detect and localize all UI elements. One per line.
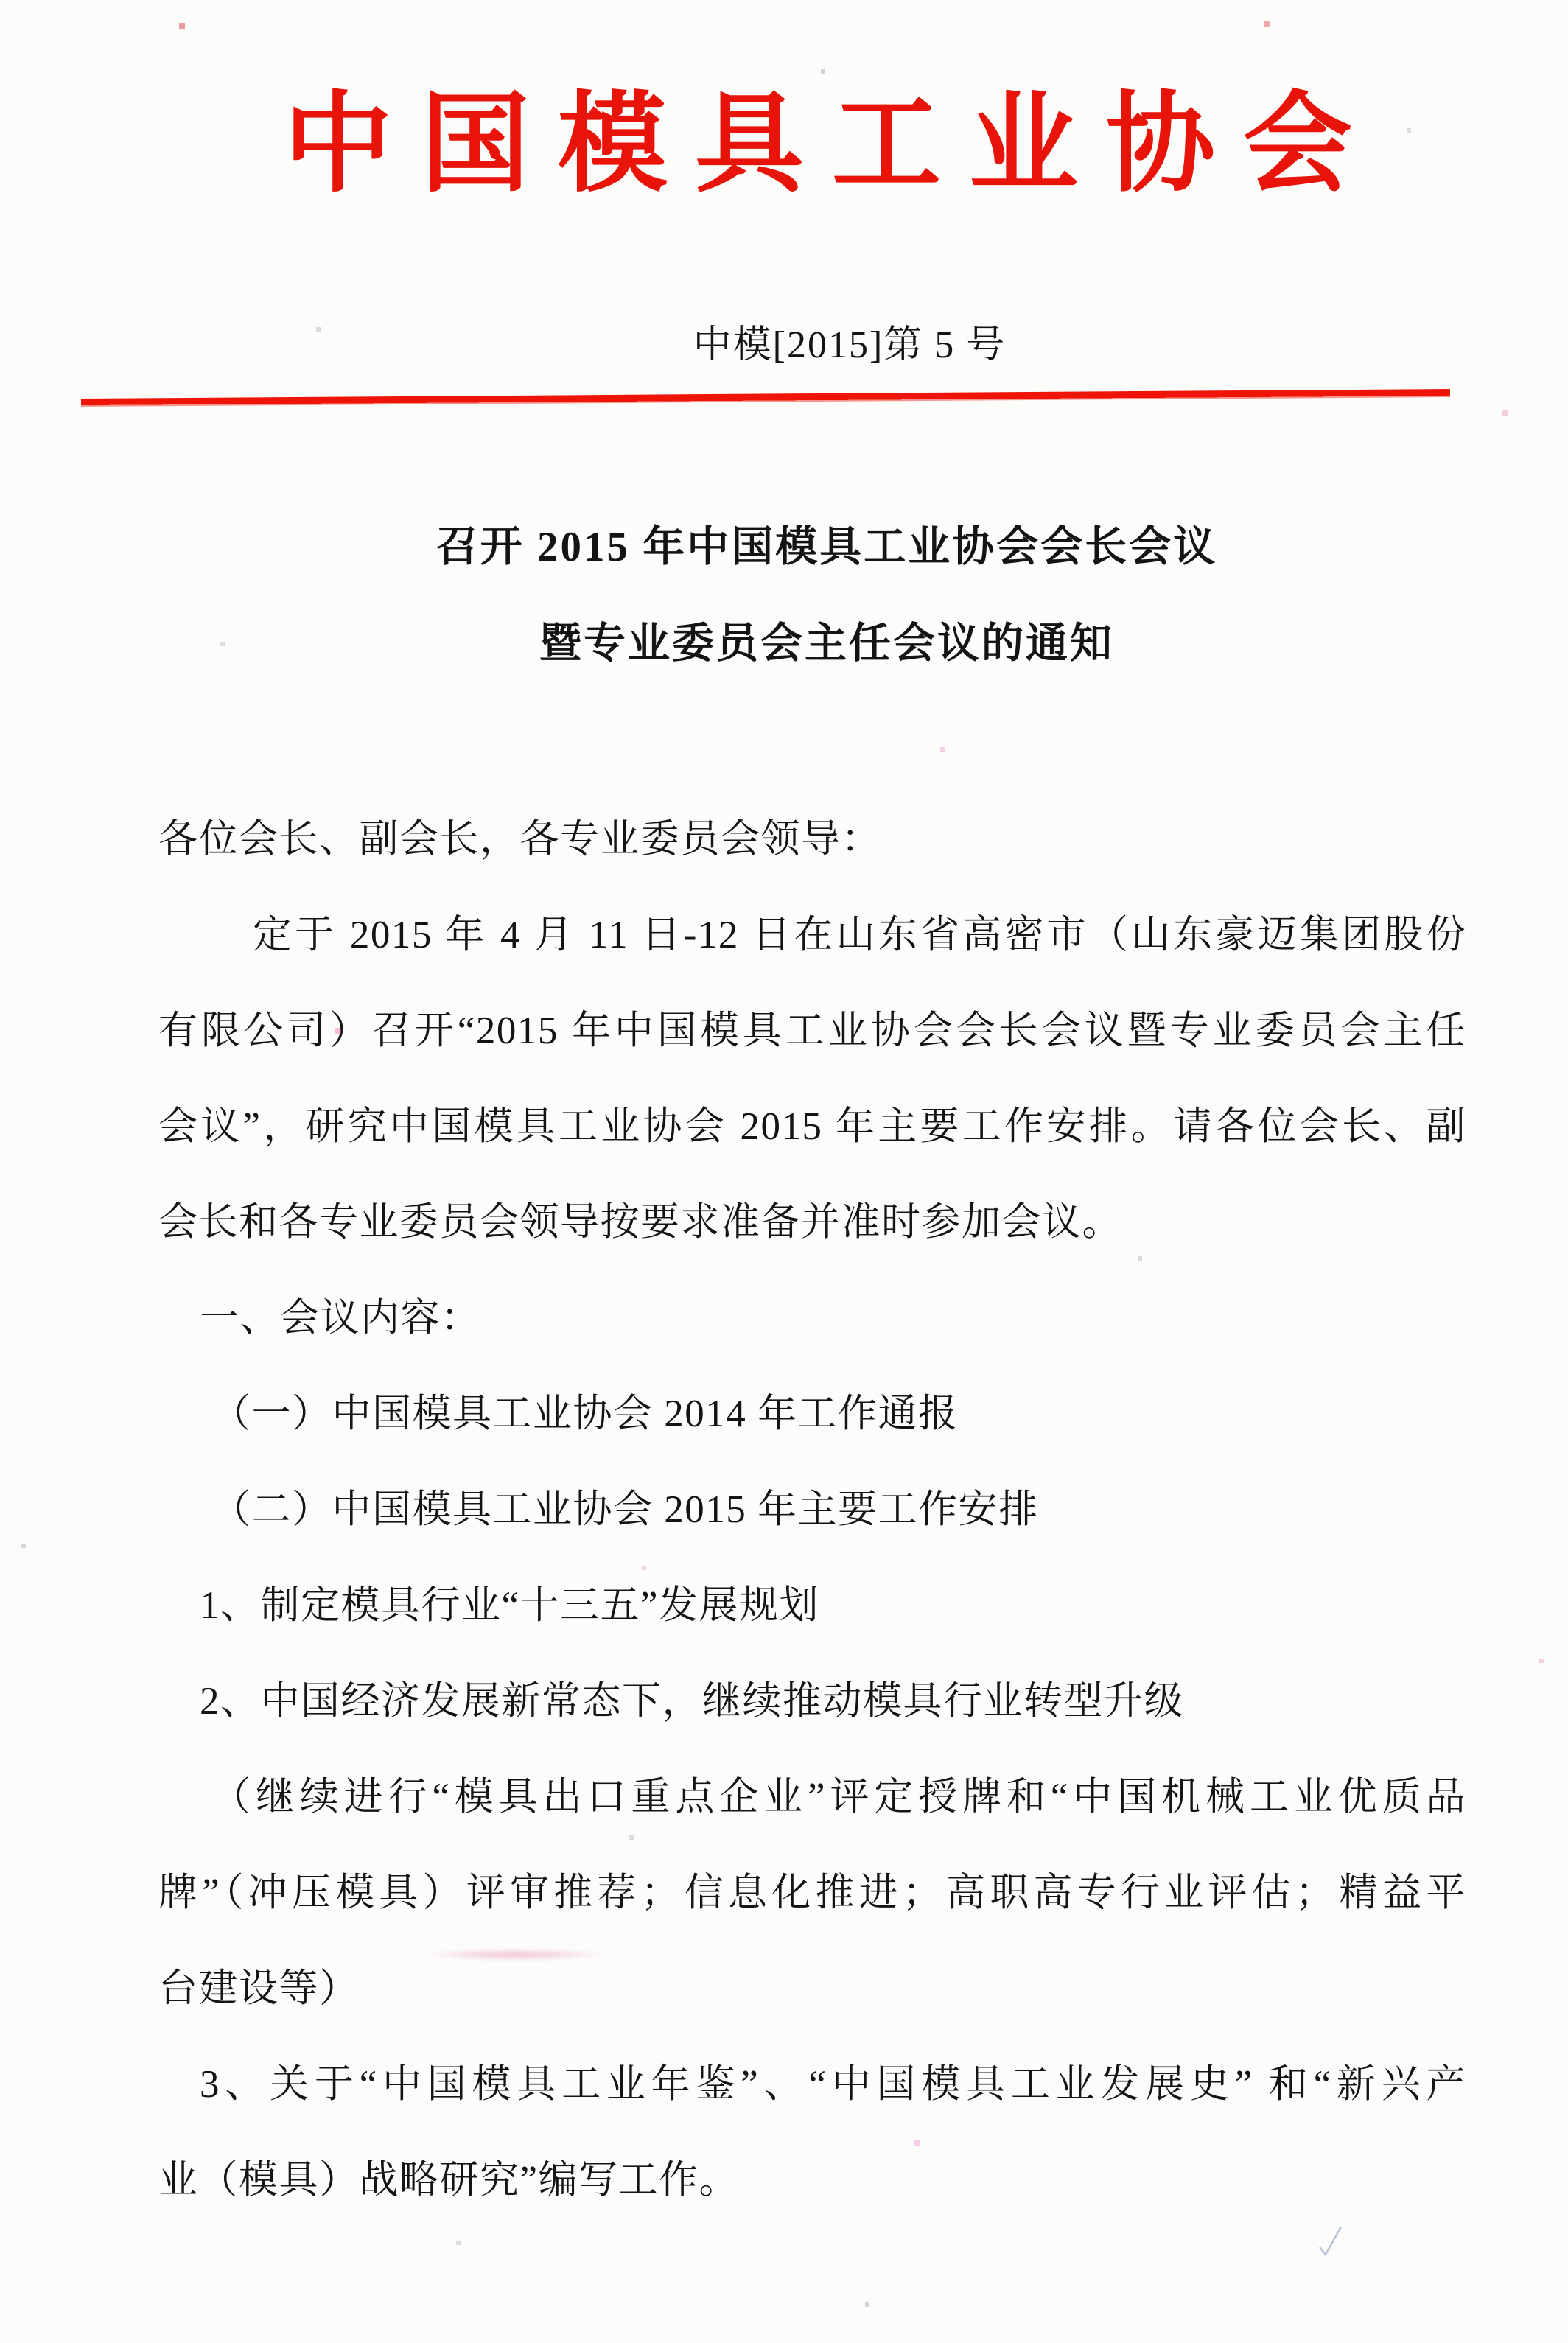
body-line: 会议”，研究中国模具工业协会 2015 年主要工作安排。请各位会长、副: [158, 1105, 1466, 1148]
body-line: 业（模具）战略研究”编写工作。: [158, 2159, 740, 2202]
body-line: 1、制定模具行业“十三五”发展规划: [200, 1584, 820, 1627]
body-line: 定于 2015 年 4 月 11 日-12 日在山东省高密市（山东豪迈集团股份: [253, 914, 1466, 956]
org-title: 中国模具工业协会: [284, 85, 1380, 206]
notice-title: [43, 499, 1568, 692]
body-line: （继续进行“模具出口重点企业”评定授牌和“中国机械工业优质品: [211, 1776, 1466, 1818]
notice-body: [158, 791, 1466, 2228]
body-line: 台建设等）: [158, 1967, 360, 2010]
body-line: （二）中国模具工业协会 2015 年主要工作安排: [211, 1488, 1039, 1531]
notice-title-line1: 召开 2015 年中国模具工业协会会长会议: [435, 524, 1218, 570]
body-line: 2、中国经济发展新常态下，继续推动模具行业转型升级: [200, 1680, 1184, 1723]
body-line: 3、关于“中国模具工业年鉴”、“中国模具工业发展史” 和“新兴产: [200, 2063, 1466, 2106]
body-line: 各位会长、副会长，各专业委员会领导：: [158, 818, 881, 861]
body-line: 一、会议内容：: [200, 1297, 481, 1339]
doc-number: 中模[2015]第 5 号: [693, 324, 1007, 366]
pen-mark-icon: [1316, 2224, 1345, 2258]
notice-title-line2: 暨专业委员会主任会议的通知: [539, 620, 1114, 667]
body-line: 会长和各专业委员会领导按要求准备并准时参加会议。: [158, 1201, 1122, 1244]
body-line: 有限公司）召开“2015 年中国模具工业协会会长会议暨专业委员会主任: [158, 1009, 1466, 1052]
body-line: 牌”（冲压模具）评审推荐；信息化推进；高职高专行业评估；精益平: [158, 1871, 1466, 1914]
red-divider: [81, 389, 1450, 407]
scan-speckles: [0, 0, 3, 3]
body-line: （一）中国模具工业协会 2014 年工作通报: [211, 1393, 959, 1435]
